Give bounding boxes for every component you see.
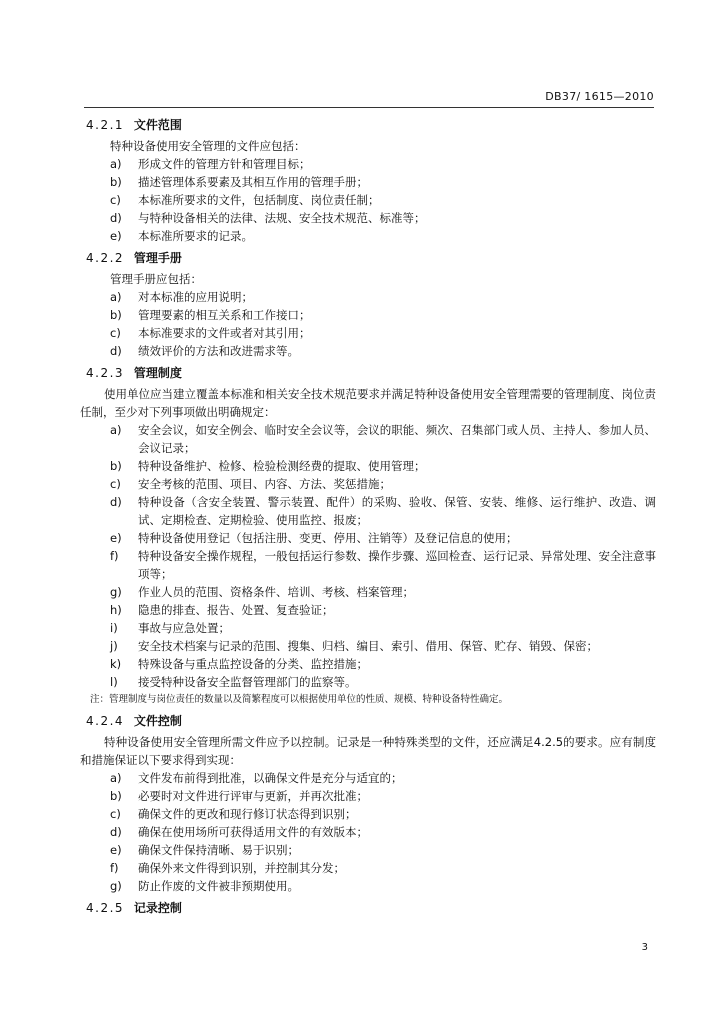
list-item (86, 155, 656, 173)
item-text: 必要时对文件进行评审与更新，并再次批准； (138, 789, 368, 803)
section-title: 管理手册 (133, 251, 182, 265)
item-marker: f) (110, 861, 119, 875)
list-item (86, 209, 656, 227)
item-text: 安全技术档案与记录的范围、搜集、归档、编目、索引、借用、保管、贮存、销毁、保密； (138, 639, 598, 653)
item-marker: h) (110, 603, 122, 617)
list-item (86, 841, 656, 859)
item-text: 特殊设备与重点监控设备的分类、监控措施； (138, 657, 368, 671)
item-text: 形成文件的管理方针和管理目标； (138, 157, 311, 171)
section-intro: 特种设备使用安全管理所需文件应予以控制。记录是一种特殊类型的文件，还应满足4.2.5的要求。应有制度和措施保证以下要求得到实现： (80, 735, 656, 767)
section-number: 4.2.2 (86, 251, 125, 265)
section-intro: 管理手册应包括： (110, 272, 202, 286)
section-number: 4.2.4 (86, 714, 125, 728)
item-text: 防止作废的文件被非预期使用。 (138, 879, 299, 893)
item-text: 确保外来文件得到识别，并控制其分发； (138, 861, 345, 875)
item-marker: d) (110, 344, 122, 358)
item-text: 本标准所要求的记录。 (138, 229, 253, 243)
list-item (86, 324, 656, 342)
item-text: 隐患的排查、报告、处置、复查验证； (138, 603, 334, 617)
section-number: 4.2.3 (86, 366, 125, 380)
list-item (86, 769, 656, 787)
list-item (86, 173, 656, 191)
item-marker: d) (110, 825, 122, 839)
list-item (86, 601, 656, 619)
item-marker: e) (110, 531, 122, 545)
item-marker: g) (110, 585, 122, 599)
item-text: 作业人员的范围、资格条件、培训、考核、档案管理； (138, 585, 414, 599)
list-item (86, 547, 656, 583)
item-text: 事故与应急处置； (138, 621, 230, 635)
section-heading (86, 712, 656, 730)
section-number: 4.2.5 (86, 901, 125, 915)
section-4-2-4 (80, 712, 656, 895)
item-text: 特种设备维护、检修、检验检测经费的提取、使用管理； (138, 459, 426, 473)
item-text: 特种设备安全操作规程，一般包括运行参数、操作步骤、巡回检查、运行记录、异常处理、安全注意事项等； (138, 549, 656, 581)
item-marker: d) (110, 211, 122, 225)
list-item (86, 619, 656, 637)
item-marker: g) (110, 879, 122, 893)
section-heading (86, 899, 656, 917)
item-text: 确保在使用场所可获得适用文件的有效版本； (138, 825, 368, 839)
section-4-2-1 (86, 116, 656, 245)
section-note: 注：管理制度与岗位责任的数量以及简繁程度可以根据使用单位的性质、规模、特种设备特性确定。 (90, 694, 509, 705)
list-item (86, 493, 656, 529)
item-text: 接受特种设备安全监督管理部门的监察等。 (138, 675, 357, 689)
section-heading (86, 364, 656, 382)
section-intro: 使用单位应当建立覆盖本标准和相关安全技术规范要求并满足特种设备使用安全管理需要的管理制度、岗位责任制，至少对下列事项做出明确规定： (80, 387, 656, 419)
item-text: 绩效评价的方法和改进需求等。 (138, 344, 299, 358)
list-item (86, 805, 656, 823)
list-item (86, 655, 656, 673)
item-marker: j) (110, 639, 118, 653)
item-marker: f) (110, 549, 119, 563)
item-marker: a) (110, 290, 122, 304)
section-4-2-5 (86, 899, 656, 917)
item-text: 对本标准的应用说明； (138, 290, 253, 304)
item-marker: k) (110, 657, 122, 671)
item-text: 安全考核的范围、项目、内容、方法、奖惩措施； (138, 477, 391, 491)
list-item (86, 457, 656, 475)
item-text: 本标准要求的文件或者对其引用； (138, 326, 311, 340)
section-number: 4.2.1 (86, 118, 125, 132)
section-4-2-3 (80, 364, 656, 708)
list-item (86, 529, 656, 547)
item-text: 特种设备使用登记（包括注册、变更、停用、注销等）及登记信息的使用； (138, 531, 518, 545)
section-title: 记录控制 (133, 901, 182, 915)
item-text: 本标准所要求的文件，包括制度、岗位责任制； (138, 193, 380, 207)
list-item (86, 787, 656, 805)
item-marker: b) (110, 789, 122, 803)
header-rule (84, 107, 654, 108)
list-item (86, 637, 656, 655)
list-item (86, 306, 656, 324)
item-text: 与特种设备相关的法律、法规、安全技术规范、标准等； (138, 211, 426, 225)
item-marker: a) (110, 423, 122, 437)
list-item (86, 342, 656, 360)
item-marker: c) (110, 193, 121, 207)
item-marker: l) (110, 675, 118, 689)
item-marker: d) (110, 495, 122, 509)
list-item (86, 191, 656, 209)
list-item (86, 859, 656, 877)
item-text: 确保文件保持清晰、易于识别； (138, 843, 299, 857)
list-item (86, 421, 656, 457)
item-marker: a) (110, 157, 122, 171)
document-code: DB37/ 1615—2010 (545, 90, 654, 103)
item-marker: c) (110, 807, 121, 821)
item-marker: a) (110, 771, 122, 785)
section-title: 文件范围 (133, 118, 182, 132)
list-item (86, 583, 656, 601)
item-marker: b) (110, 175, 122, 189)
list-item (86, 227, 656, 245)
item-text: 安全会议，如安全例会、临时安全会议等，会议的职能、频次、召集部门或人员、主持人、参加人员、会议记录； (138, 423, 656, 455)
item-text: 管理要素的相互关系和工作接口； (138, 308, 311, 322)
list-item (86, 475, 656, 493)
list-item (86, 673, 656, 691)
section-title: 文件控制 (133, 714, 182, 728)
list-item (86, 288, 656, 306)
section-heading (86, 116, 656, 134)
section-title: 管理制度 (133, 366, 182, 380)
item-text: 文件发布前得到批准，以确保文件是充分与适宜的； (138, 771, 403, 785)
item-marker: b) (110, 459, 122, 473)
item-marker: e) (110, 843, 122, 857)
item-marker: c) (110, 326, 121, 340)
item-text: 特种设备（含安全装置、警示装置、配件）的采购、验收、保管、安装、维修、运行维护、改造、调试、定期检查、定期检验、使用监控、报废； (138, 495, 656, 527)
document-body (80, 116, 656, 921)
item-marker: i) (110, 621, 118, 635)
section-heading (86, 249, 656, 267)
page-number: 3 (641, 942, 648, 953)
item-text: 确保文件的更改和现行修订状态得到识别； (138, 807, 357, 821)
item-marker: c) (110, 477, 121, 491)
item-marker: b) (110, 308, 122, 322)
item-text: 描述管理体系要素及其相互作用的管理手册； (138, 175, 368, 189)
section-4-2-2 (86, 249, 656, 360)
section-intro: 特种设备使用安全管理的文件应包括： (110, 139, 306, 153)
list-item (86, 823, 656, 841)
item-marker: e) (110, 229, 122, 243)
list-item (86, 877, 656, 895)
